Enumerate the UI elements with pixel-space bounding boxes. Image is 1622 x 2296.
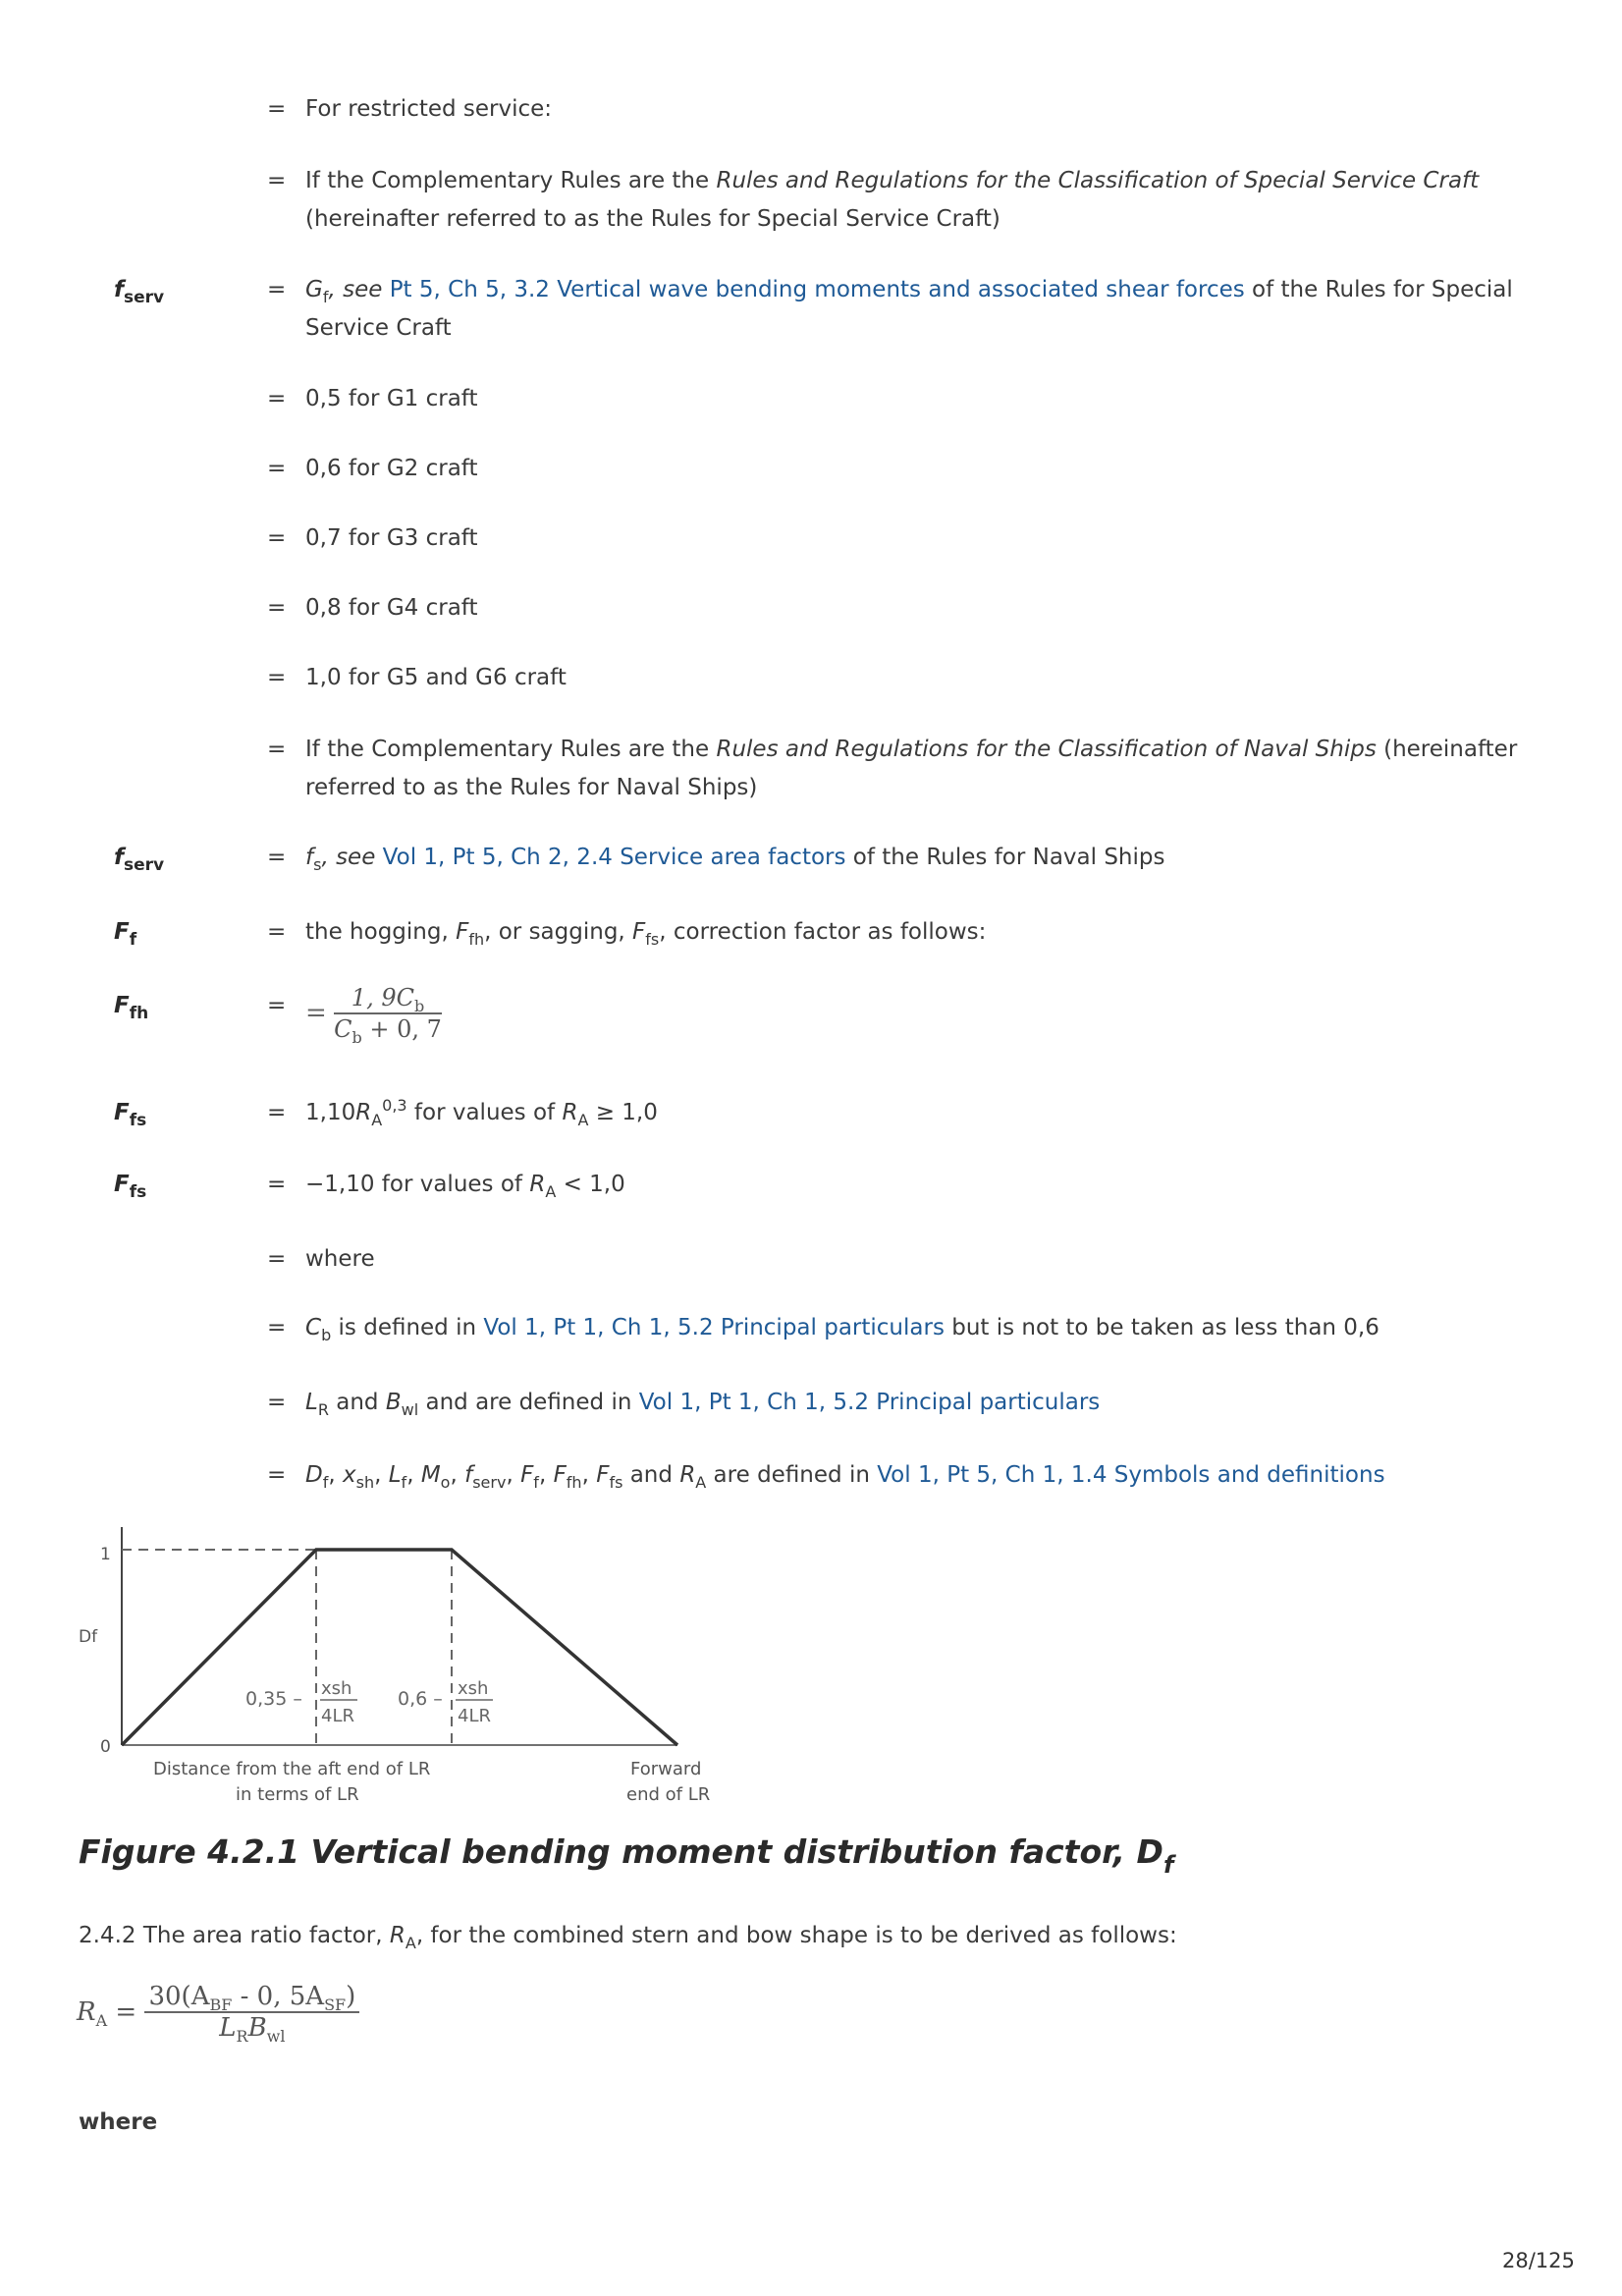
symbol: $F_f$: [114, 919, 137, 950]
def-text: $1,10R_A^{0,3}$ for values of $R_A \ge 1,0$: [305, 1096, 658, 1129]
def-text: 1,0 for G5 and G6 craft: [305, 665, 567, 690]
def-text: $C_b$ is defined in Vol 1, Pt 1, Ch 1, 5.2 Principal particulars but is not to be taken as less than 0,6: [305, 1315, 1379, 1344]
df-series-line: [122, 1550, 677, 1745]
df-distribution-chart: [69, 1517, 746, 1812]
formula-ra: $R_A$ = $\frac{30(A_{BF} - 0, 5A_{SF})}{L_RB_{wl}}$: [77, 1982, 359, 2043]
breakpoint-label-2: 0,6 –: [398, 1688, 443, 1710]
frac-num-2: xsh: [458, 1678, 489, 1699]
equals-sign: =: [267, 993, 287, 1018]
breakpoint-label-1: 0,35 –: [245, 1688, 302, 1710]
equals-sign: =: [267, 525, 287, 551]
def-text: 0,7 for G3 craft: [305, 525, 478, 551]
def-text: If the Complementary Rules are the Rules and Regulations for the Classification of Naval Ships (hereinafter referred to as the Rules for Naval Ships): [305, 737, 1518, 800]
frac-den-1: 4LR: [321, 1706, 354, 1726]
frac-den-2: 4LR: [458, 1706, 491, 1726]
symbol: $f_{serv}$: [114, 277, 165, 307]
rule-link[interactable]: Vol 1, Pt 5, Ch 2, 2.4 Service area factors: [382, 845, 846, 870]
equals-sign: =: [267, 845, 287, 870]
def-text: $L_R$ and $B_{wl}$ and are defined in Vol 1, Pt 1, Ch 1, 5.2 Principal particulars: [305, 1390, 1101, 1419]
equals-sign: =: [267, 1315, 287, 1340]
equals-sign: =: [267, 1462, 287, 1488]
equals-sign: =: [267, 1172, 287, 1197]
equals-sign: =: [267, 96, 287, 122]
x-label-right-2: end of LR: [626, 1784, 711, 1805]
def-text: where: [305, 1246, 375, 1272]
rule-link[interactable]: Vol 1, Pt 5, Ch 1, 1.4 Symbols and definitions: [877, 1462, 1385, 1488]
symbol: $F_{fh}$: [114, 993, 149, 1023]
x-label-left: Distance from the aft end of LR: [153, 1759, 431, 1779]
def-text: $f_s$, see Vol 1, Pt 5, Ch 2, 2.4 Service area factors of the Rules for Naval Ships: [305, 845, 1165, 874]
def-text: For restricted service:: [305, 96, 553, 122]
def-text: the hogging, $F_{fh}$, or sagging, $F_{fs}$, correction factor as follows:: [305, 919, 987, 949]
equals-sign: =: [267, 277, 287, 302]
rule-link[interactable]: Vol 1, Pt 1, Ch 1, 5.2 Principal particulars: [638, 1390, 1101, 1415]
equals-sign: =: [267, 386, 287, 411]
y-tick-1: 1: [100, 1545, 111, 1564]
equals-sign: =: [267, 737, 287, 762]
def-text: 0,5 for G1 craft: [305, 386, 478, 411]
where-label: where: [79, 2109, 158, 2135]
def-text: 0,8 for G4 craft: [305, 595, 478, 621]
equals-sign: =: [267, 665, 287, 690]
equals-sign: =: [267, 595, 287, 621]
frac-num-1: xsh: [321, 1678, 352, 1699]
y-tick-0: 0: [100, 1737, 111, 1757]
rule-link[interactable]: Pt 5, Ch 5, 3.2 Vertical wave bending moments and associated shear forces: [389, 277, 1245, 302]
symbol: $F_{fs}$: [114, 1172, 147, 1202]
equals-sign: =: [267, 1390, 287, 1415]
rule-link[interactable]: Vol 1, Pt 1, Ch 1, 5.2 Principal particulars: [483, 1315, 945, 1340]
figure-title: Figure 4.2.1 Vertical bending moment distribution factor, $D_f$: [79, 1832, 1174, 1879]
def-text: $D_f$, $x_{sh}$, $L_f$, $M_o$, $f_{serv}$, $F_f$, $F_{fh}$, $F_{fs}$ and $R_A$ are defined in Vol 1, Pt 5, Ch 1, 1.4 Symbols and definitions: [305, 1462, 1385, 1492]
formula-ffh: = $\frac{1, 9C_b}{C_b + 0, 7}$: [305, 984, 442, 1047]
def-text: −1,10 for values of $R_A < 1,0$: [305, 1172, 625, 1201]
x-label-left-2: in terms of LR: [236, 1784, 359, 1805]
equals-sign: =: [267, 919, 287, 945]
def-text: If the Complementary Rules are the Rules and Regulations for the Classification of Special Service Craft (hereinafter referred to as the Rules for Special Service Craft): [305, 168, 1480, 232]
equals-sign: =: [267, 1100, 287, 1125]
symbol: $f_{serv}$: [114, 845, 165, 875]
equals-sign: =: [267, 456, 287, 481]
equals-sign: =: [267, 168, 287, 193]
def-text: 0,6 for G2 craft: [305, 456, 478, 481]
page-number: 28/125: [1502, 2249, 1575, 2272]
def-text: $G_f$, see Pt 5, Ch 5, 3.2 Vertical wave bending moments and associated shear forces of the Rules for Special Service Craft: [305, 277, 1513, 341]
y-axis-label: Df: [79, 1627, 98, 1647]
symbol: $F_{fs}$: [114, 1100, 147, 1130]
equals-sign: =: [267, 1246, 287, 1272]
paragraph-2-4-2: 2.4.2 The area ratio factor, $R_A$, for the combined stern and bow shape is to be derived as follows:: [79, 1923, 1177, 1952]
x-label-right: Forward: [630, 1759, 702, 1779]
